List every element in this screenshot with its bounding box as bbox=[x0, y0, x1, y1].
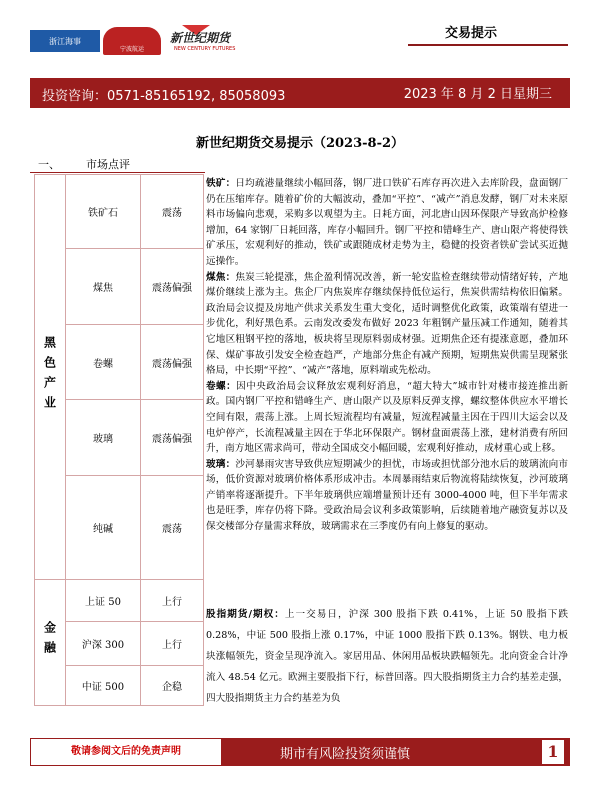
paragraph-glass: 玻璃：沙河暴雨灾害导致供应短期减少的担忧，市场或担忧部分池水后的玻璃流向市场，低价资源对玻璃价格体系形成冲击。本周暴雨结束后物流将陆续恢复，沙河玻璃产销率将逐渐提升。下半年玻璃供应端增量预计还有 3000-4000 吨，但下半年需求也是旺季，库存仍将下降。受政治局会议利多政策影响，后续随着地产融资复苏以及保交楼部分存量需求释放，玻璃需求在三季度仍有向上修复的驱动。 bbox=[206, 458, 568, 533]
item-cell: 铁矿石 bbox=[66, 175, 141, 249]
page-number: 1 bbox=[542, 740, 564, 764]
item-cell: 上证 50 bbox=[66, 580, 141, 622]
group-label-finance: 金融 bbox=[35, 580, 66, 706]
logo-cn: 新世纪期货 bbox=[170, 31, 231, 45]
view-cell: 震荡偏强 bbox=[141, 325, 204, 400]
section-number: 一、 bbox=[38, 158, 60, 171]
ningbo-logo: 宁波航运 bbox=[103, 27, 161, 55]
risk-warning: 期市有风险投资须谨慎 bbox=[280, 747, 411, 762]
view-cell: 震荡偏强 bbox=[141, 249, 204, 325]
page-title: 新世纪期货交易提示（2023-8-2） bbox=[195, 136, 405, 151]
table-row bbox=[35, 175, 204, 249]
logo-en: NEW CENTURY FUTURES bbox=[174, 46, 236, 52]
doc-type: 交易提示 bbox=[445, 26, 498, 41]
header-divider bbox=[408, 44, 568, 46]
section-underline bbox=[30, 172, 205, 173]
report-date: 2023 年 8 月 2 日星期三 bbox=[403, 87, 552, 102]
item-cell: 纯碱 bbox=[66, 476, 141, 580]
view-cell: 震荡 bbox=[141, 175, 204, 249]
view-cell: 企稳 bbox=[141, 666, 204, 706]
black-commentary bbox=[206, 176, 568, 602]
footer-bar bbox=[30, 738, 570, 766]
item-cell: 卷螺 bbox=[66, 325, 141, 400]
paragraph-coke: 煤焦：焦炭三轮提涨，焦企盈利情况改善，新一轮安监检查继续带动情绪好转，产地煤价继续上涨为主。焦企厂内焦炭库存继续保持低位运行，焦炭供需结构依旧偏紧。政治局会议提及房地产供求关系发生重大变化，适时调整优化政策，政策端有望进一步优化，利好黑色系。云南发改委发布做好 2023 年粗钢产量压减工作通知，随着其它地区粗钢平控的落地，板块将呈现原料弱成材强。近期焦企还有提涨意愿，叠加环保、煤矿事故引发安全检查趋严，产地部分焦企有减产预期，短期焦炭供需呈现紧张格局，中长期“平控”、“减产”落地，原料端或先松动。 bbox=[206, 271, 568, 377]
view-cell: 震荡 bbox=[141, 476, 204, 580]
table-row bbox=[35, 580, 204, 622]
paragraph-iron: 铁矿：日均疏港量继续小幅回落，钢厂进口铁矿石库存再次进入去库阶段，盘面钢厂仍在压缩库存。随着矿价的大幅波动，叠加“平控”、“减产”消息发酵，钢厂对未来原料市场偏向悲观，采购多以观望为主。日耗方面，河北唐山因环保限产导致高炉检修增加，64 家钢厂日耗回落，库存小幅回升。钢厂平控和错峰生产、唐山限产将使得铁矿承压，宏观利好的推动，铁矿或跟随成材走势为主，稳健的投资者铁矿尝试买近抛远操作。 bbox=[206, 178, 568, 267]
item-cell: 玻璃 bbox=[66, 400, 141, 476]
market-table bbox=[34, 174, 204, 706]
zheshang-logo: 浙江海事 bbox=[30, 30, 100, 52]
info-banner bbox=[30, 78, 570, 108]
view-cell: 震荡偏强 bbox=[141, 400, 204, 476]
group-label-black: 黑色产业 bbox=[35, 175, 66, 580]
item-cell: 中证 500 bbox=[66, 666, 141, 706]
item-cell: 沪深 300 bbox=[66, 622, 141, 666]
view-cell: 上行 bbox=[141, 622, 204, 666]
section-title: 市场点评 bbox=[86, 158, 130, 171]
new-century-logo bbox=[170, 27, 238, 53]
contact-info: 投资咨询：0571-85165192, 85058093 bbox=[42, 89, 286, 104]
item-cell: 煤焦 bbox=[66, 249, 141, 325]
view-cell: 上行 bbox=[141, 580, 204, 622]
disclaimer-link[interactable]: 敬请参阅文后的免责声明 bbox=[30, 738, 222, 766]
finance-commentary bbox=[206, 604, 568, 728]
paragraph-stock: 股指期货/期权：上一交易日，沪深 300 股指下跌 0.41%，上证 50 股指下跌 0.28%，中证 500 股指上涨 0.17%，中证 1000 股指下跌 0.13%。钢铁、电力板块涨幅领先，资金呈现净流入。家居用品、休闲用品板块跌幅领先。北向资金合计净流入 48.54 亿元。欧洲主要股指下行，标普回落。四大股指期货主力合约基差走强，四大股指期货主力合约基差为负 bbox=[206, 609, 568, 704]
paragraph-rebar: 卷螺：因中央政治局会议释放宏观利好消息，“超大特大”城市针对楼市接连推出新政。国内钢厂平控和错峰生产、唐山限产以及原料反弹支撑，螺纹整体供应水平增长空间有限，震荡上涨。上周长短流程均有减量，短流程减量主因在于四川大运会以及电炉停产，长流程减量主因在于华北环保限产。钢材盘面震荡上涨，建材消费有所回升，南方地区需求尚可，带动全国成交小幅回暖，宏观利好推动，成材重心或上移。 bbox=[206, 380, 568, 455]
